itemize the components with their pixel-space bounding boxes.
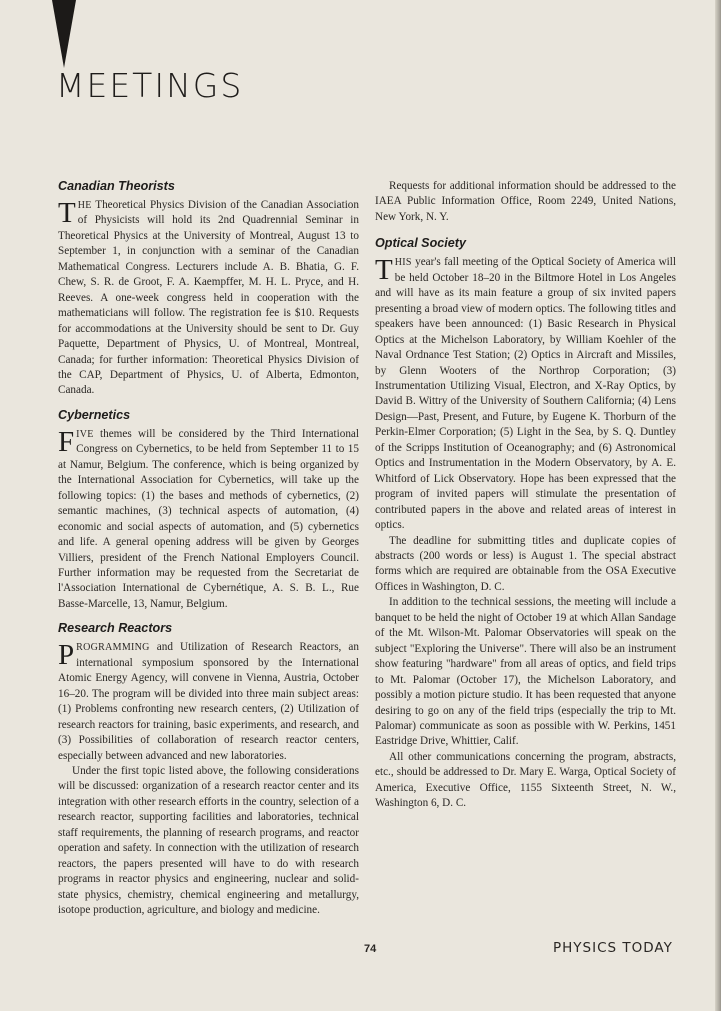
article-reactors-p3: Requests for additional information should be addressed to the IAEA Public Information Office, Room 2249, United Nations, New York, N. Y. — [375, 180, 676, 223]
article-reactors — [58, 640, 359, 764]
drop-cap: T — [58, 197, 76, 229]
drop-cap: F — [58, 425, 75, 458]
drop-cap: T — [375, 254, 393, 287]
drop-cap: P — [58, 639, 75, 672]
right-column — [375, 179, 676, 812]
article-text: year's fall meeting of the Optical Society of America will be held October 18–20 in the Biltmore Hotel in Los Angeles and will have as its main feature a group of six invited papers presenting a broad view of modern optics. The following titles and speakers have been announced: (1) Basic Research in Physical Optics at the Michelson Laboratory, by William Koehler of the Naval Ordnance Test Station; (2) Optics in Aircraft and Missiles, by Glenn Wooters of the Northrop Corporation; (3) Instrumentation Utilizing Visual, Electron, and X-Ray Optics, by David B. Wittry of the University of Southern California; (4) Lens Design—Past, Present, and Future, by Eugene K. Thorburn of the Perkin-Elmer Corporation; (5) Light in the Sea, by S. Q. Duntley of the Scripps Institution of Oceanography; and (6) Astronomical Optics and Instrumentation in the Modern Observatory, by A. E. Whitford of Lick Observatory. Hope has been expressed that the program of invited papers will stimulate the presentation of contributed papers in the above and related areas of interest in optics. — [375, 256, 676, 532]
article-cybernetics — [58, 427, 359, 612]
section-heading-reactors: Research Reactors — [58, 621, 173, 636]
page-edge-shadow — [715, 0, 721, 1011]
article-optical-p2: The deadline for submitting titles and duplicate copies of abstracts (200 words or less) is August 1. The special abstract forms which are required are obtainable from the OSA Executive Offices in Washington, D. C. — [375, 534, 676, 593]
lead-word: HE — [77, 200, 92, 211]
section-heading-canadian: Canadian Theorists — [58, 179, 175, 193]
page-number: 74 — [364, 943, 377, 955]
section-heading-optical: Optical Society — [375, 236, 466, 251]
article-optical-p3: In addition to the technical sessions, the meeting will include a banquet to be held the night of October 19 at which Allan Sandage of the Mt. Wilson-Mt. Palomar Observatories will speak on the subject "Exploring the Universe". There will also be an instrument show featuring "hardware" from all areas of optics, and field trips to Mt. Palomar (October 17), the Michelson Laboratory, and possibly a motion picture studio. It has been requested that anyone desiring to go on any of the field trips (especially the trip to Mt. Palomar) communicate as soon as possible with W. Perkins, 1451 Eastridge Drive, Whittier, Calif. — [375, 596, 676, 748]
journal-name: PHYSICS TODAY — [553, 940, 673, 956]
lead-word: ROGRAMMING — [76, 642, 150, 654]
article-canadian — [58, 198, 359, 399]
left-column — [58, 178, 359, 918]
article-optical-p4: All other communications concerning the program, abstracts, etc., should be addressed to Dr. Mary E. Warga, Optical Society of America, Executive Office, 1155 Sixteenth Street, N. W., Washington 6, D. C. — [375, 750, 676, 810]
section-marker-triangle-icon — [52, 0, 76, 68]
page-title: MEETINGS — [56, 66, 244, 105]
lead-word: IVE — [76, 428, 94, 440]
article-text: themes will be considered by the Third International Congress on Cybernetics, to be held from September 11 to 15 at Namur, Belgium. The conference, which is being organized by the International Association for Cybernetics, will take up the following topics: (1) the bases and methods of cybernetics, (2) semantic machines, (3) technical aspects of automation, (4) economic and social aspects of automation, and (5) cybernetics and life. A general opening address will be given by Georges Villiers, president of the French National Employers Council. Further information may be requested from the Secretariat de l'Association International de Cybernétique, A. S. B. L., Rue Basse-Marcelle, 13, Namur, Belgium. — [58, 427, 359, 610]
article-optical — [375, 255, 676, 533]
article-reactors-p2: Under the first topic listed above, the following considerations will be discussed: organization of a research reactor center and its integration with other research efforts in the country, selection of a research reactor, supporting facilities and laboratories, technical staff requirements, the planning of research programs, and reactor operation and safety. In connection with the utilization of research reactors, the papers presented will have to do with research programs in reactor physics and engineering, nuclear and solid-state physics, chemistry, chemical engineering and metallurgy, isotope production, agriculture, and biology and medicine. — [58, 764, 359, 917]
article-text: Theoretical Physics Division of the Canadian Association of Physicists will hold its 2nd Quadrennial Seminar in Theoretical Physics at the University of Montreal, August 13 to September 1, in conjunction with a seminar of the Canadian Mathematical Congress. Lecturers include A. B. Bhatia, G. F. Chew, S. R. de Groot, F. A. Kaempffer, M. H. L. Pryce, and H. Reeves. A one-week congress held in cooperation with the mathematicians will follow. The registration fee is $10. Requests for accommodations at the University should be sent to Dr. Guy Paquette, Department of Physics, U. of Montreal, Montreal, Canada; for further information: Theoretical Physics Division of the CAP, Department of Physics, U. of Alberta, Edmonton, Canada. — [58, 199, 359, 397]
lead-word: HIS — [394, 257, 412, 269]
section-heading-cybernetics: Cybernetics — [58, 407, 131, 422]
article-text: and Utilization of Research Reactors, an international symposium sponsored by the International Atomic Energy Agency, will convene in Vienna, Austria, October 16–20. The program will be divided into three main subject areas: (1) Problems confronting new research centers, (2) Utilization of research reactors for training, basic experiments, and research, and (3) Possibilities of collaboration of research reactor centers, especially between advanced and new laboratories. — [58, 641, 359, 762]
